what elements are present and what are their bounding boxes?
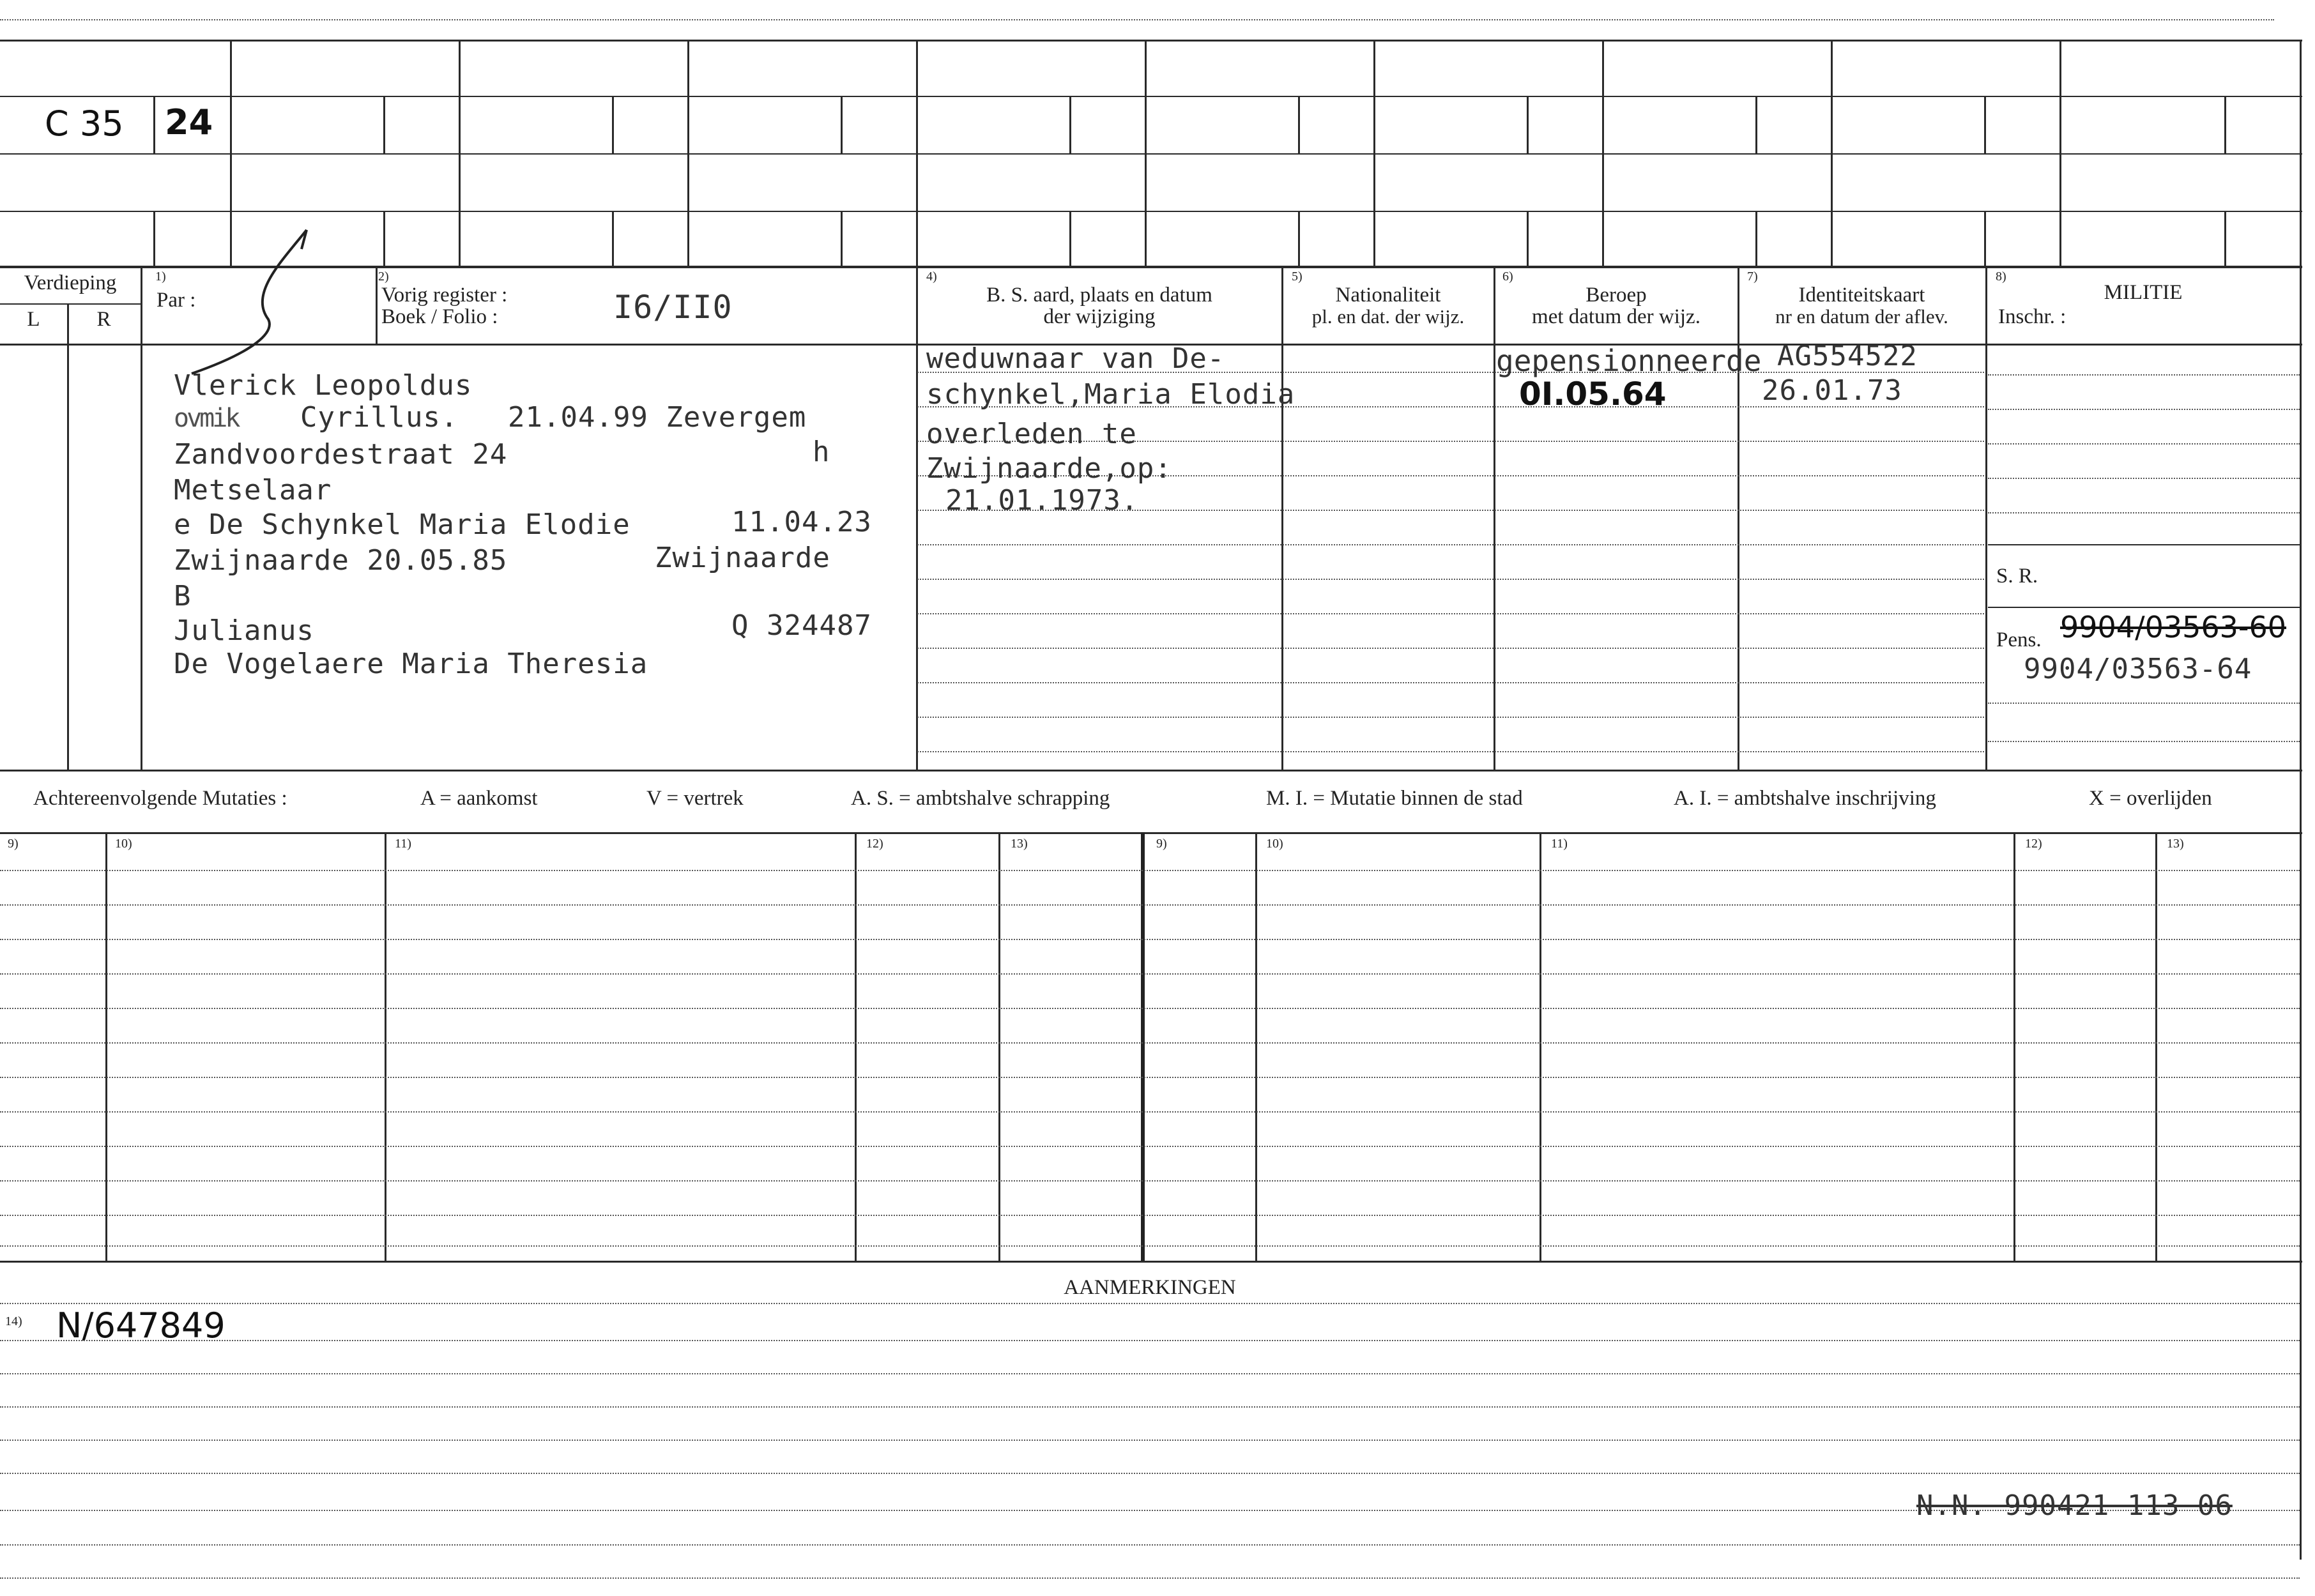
col4-label-2: der wijziging [1043,305,1156,328]
mut-col-9: 9) [8,837,19,851]
mutaties-x: X = overlijden [2089,787,2212,810]
col8-num: 8) [1996,270,2006,284]
right-edge [2300,40,2302,1560]
remark-row [0,1473,2300,1474]
top-minor-v [1298,211,1300,266]
top-minor-v [1755,211,1757,266]
militie-sr-line [1988,544,2300,545]
handwritten-pointer [179,224,332,390]
person-line-9: De Vogelaere Maria Theresia [174,648,648,680]
person-birth: 21.04.99 Zevergem [508,401,807,434]
vorig-num: 2) [378,270,389,284]
col7-num: 7) [1747,270,1758,284]
mut-v [2013,832,2015,1261]
body-v-r [141,266,142,770]
col5-label-1: Nationaliteit [1335,284,1441,307]
mutaties-as: A. S. = ambtshalve schrapping [851,787,1110,810]
remark-row [0,1440,2300,1441]
remark-row [0,1577,2300,1579]
verdieping-split [0,303,141,305]
top-minor-v [2224,211,2226,266]
mut-v [2155,832,2157,1261]
top-minor-v [841,211,843,266]
top-minor-v [383,96,385,153]
mutaties-top-line [0,832,2302,834]
top-code: C 35 [45,103,124,144]
mut-row [0,1008,2300,1009]
mut-row [0,1042,2300,1044]
body-row [917,579,1984,580]
person-line-4: Metselaar [174,474,332,506]
person-line-7: B [174,580,192,612]
person-line-1: Vlerick Leopoldus [174,369,473,402]
nn-number: N.N. 990421 113 06 [1916,1489,2233,1522]
militie-row [1988,374,2300,376]
mutaties-a: A = aankomst [420,787,538,810]
person-line-3: Zandvoordestraat 24 [174,438,508,471]
col4-num: 4) [926,270,937,284]
mutaties-v: V = vertrek [646,787,744,810]
identiteit-number: AG554522 [1777,340,1918,372]
mut-row [0,939,2300,940]
identiteit-date: 26.01.73 [1762,374,1902,407]
top-minor-v [1069,96,1071,153]
body-row [917,751,1984,752]
mut-v-center [1141,832,1145,1261]
top-border [0,40,2302,42]
top-grid-line-3 [0,211,2302,212]
top-minor-v [383,211,385,266]
mut-v [998,832,1000,1261]
top-v-7 [1602,40,1604,266]
aanmerkingen-title: AANMERKINGEN [1064,1276,1236,1299]
bs-line-1: weduwnaar van De- [926,342,1225,375]
militie-pens-line [1988,607,2300,608]
mut-v [1540,832,1541,1261]
bs-line-2: schynkel,Maria Elodia [926,378,1295,411]
mut-col-12: 12) [866,837,883,851]
body-row [917,682,1984,683]
col6-label-1: Beroep [1585,284,1647,307]
body-row [917,717,1984,718]
person-line-2: Cyrillus. [300,401,459,434]
col4-label-1: B. S. aard, plaats en datum [986,284,1212,307]
remark-row [0,1340,2300,1341]
top-v-9 [2059,40,2061,266]
militie-row [1988,703,2300,704]
top-v-8 [1831,40,1833,266]
top-minor-v [612,96,614,153]
top-v-3 [687,40,689,266]
beroep-date: 0I.05.64 [1519,376,1667,413]
body-row [917,613,1984,614]
top-minor-v [153,211,155,266]
person-line-5: e De Schynkel Maria Elodie [174,508,630,541]
mut-col-10b: 10) [1266,837,1283,851]
inschr-label: Inschr. : [1998,305,2067,328]
bs-line-5: 21.01.1973. [945,484,1139,517]
body-v-7 [1738,266,1739,770]
top-v-4 [916,40,918,266]
mut-row [0,904,2300,906]
body-bottom-line [0,770,2302,771]
top-minor-v [1984,96,1986,153]
person-line-8-code: Q 324487 [731,609,872,642]
mutaties-mi: M. I. = Mutatie binnen de stad [1266,787,1523,810]
verdieping-l: L [27,308,40,331]
remark-row [0,1544,2300,1546]
top-minor-v [1984,211,1986,266]
mut-col-13: 13) [1011,837,1028,851]
militie-row [1988,478,2300,479]
body-row [917,648,1984,649]
militie-row [1988,512,2300,513]
top-minor-v [1527,211,1529,266]
top-minor-v [1069,211,1071,266]
bs-line-4: Zwijnaarde,op: [926,452,1172,485]
body-v-5 [1281,266,1283,770]
person-line-5-date: 11.04.23 [731,506,872,538]
person-line-8: Julianus [174,614,314,647]
top-minor-v [1527,96,1529,153]
top-minor-v [1298,96,1300,153]
mut-col-11: 11) [395,837,411,851]
bs-line-3: overleden te [926,418,1137,450]
par-num: 1) [155,270,166,284]
mut-col-12b: 12) [2025,837,2042,851]
col6-label-2: met datum der wijz. [1532,305,1700,328]
mut-v [385,832,386,1261]
remark-row [0,1406,2300,1408]
mut-col-11b: 11) [1551,837,1568,851]
mut-col-13b: 13) [2167,837,2184,851]
mut-row [0,1077,2300,1078]
top-minor-v [1755,96,1757,153]
person-line-2-overstrike: ovmik [174,404,238,433]
top-v-2 [459,40,461,266]
col7-label-2: nr en datum der aflev. [1775,305,1948,328]
mut-row [0,1146,2300,1147]
mut-row [0,1111,2300,1113]
col5-label-2: pl. en dat. der wijz. [1311,305,1465,328]
top-v-6 [1373,40,1375,266]
militie-row [1988,741,2300,742]
remark-row [0,1303,2300,1304]
mut-v [855,832,857,1261]
body-v-8 [1985,266,1987,770]
mut-row [0,870,2300,871]
body-v-6 [1494,266,1495,770]
mut-col-9b: 9) [1156,837,1167,851]
top-minor-v [153,96,155,153]
body-v-4 [916,266,918,770]
top-grid-line-1 [0,96,2302,97]
beroep-value: gepensionneerde [1496,344,1762,378]
col7-label-1: Identiteitskaart [1798,284,1925,307]
militie-pens-value: 9904/03563-64 [2024,653,2252,685]
person-line-3-mark: h [813,436,830,468]
vorig-register-label: Vorig register : [381,284,508,307]
militie-row [1988,443,2300,445]
boek-folio-label: Boek / Folio : [381,305,498,328]
header-v-par [376,266,378,344]
body-v-l [67,303,69,770]
verdieping-r: R [96,308,111,331]
par-label: Par : [157,289,196,312]
verdieping-label: Verdieping [24,271,117,294]
mut-row [0,1245,2300,1247]
militie-row [1988,409,2300,410]
mut-row [0,973,2300,975]
mut-v [105,832,107,1261]
person-line-6: Zwijnaarde 20.05.85 [174,544,508,577]
top-minor-v [612,211,614,266]
body-row [917,544,1984,545]
top-v-5 [1145,40,1147,266]
mutaties-bottom-line [0,1261,2302,1263]
mut-row [0,1215,2300,1216]
col5-num: 5) [1292,270,1303,284]
remark-row [0,1373,2300,1374]
mut-col-10: 10) [115,837,132,851]
col6-num: 6) [1502,270,1513,284]
aanmerkingen-value: N/647849 [56,1305,225,1346]
top-margin-line [0,19,2274,20]
top-grid-line-2 [0,153,2302,155]
top-minor-v [841,96,843,153]
top-number: 24 [165,102,213,142]
mutaties-ai: A. I. = ambtshalve inschrijving [1674,787,1936,810]
top-minor-v [2224,96,2226,153]
militie-pens: Pens. [1996,628,2042,651]
person-line-6-place: Zwijnaarde [655,542,830,574]
militie-label: MILITIE [2104,281,2183,304]
aanmerkingen-num: 14) [5,1314,22,1328]
vorig-register-value: I6/II0 [613,289,733,326]
mut-row [0,1180,2300,1182]
mutaties-title: Achtereenvolgende Mutaties : [33,787,287,810]
mut-v [1255,832,1257,1261]
militie-sr: S. R. [1996,565,2038,588]
militie-pens-struck: 9904/03563-60 [2060,610,2287,644]
header-top-line [0,266,2302,268]
